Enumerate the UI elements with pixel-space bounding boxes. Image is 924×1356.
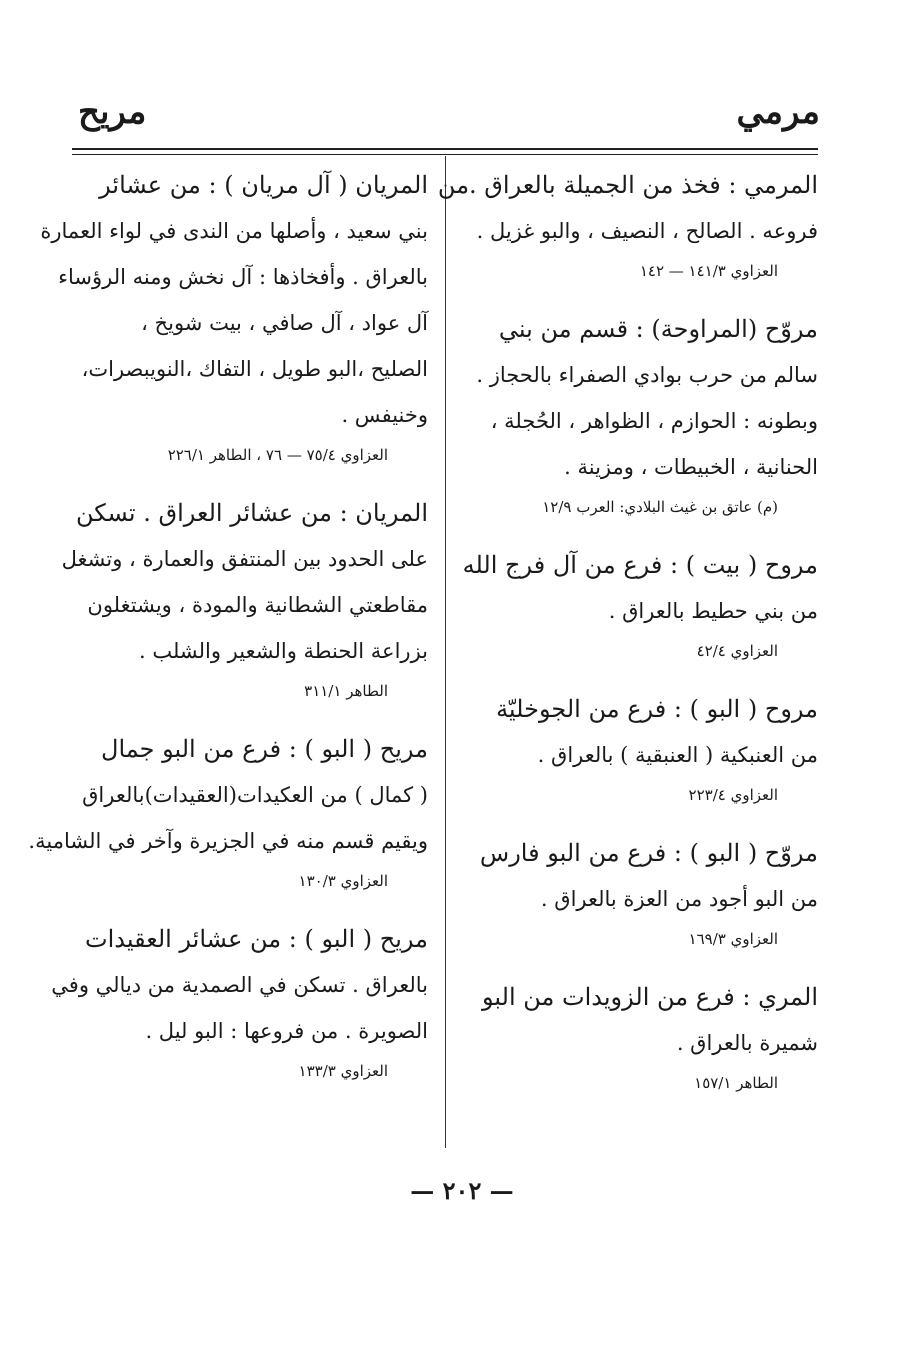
entry-reference: العزاوي ١٤١/٣ — ١٤٢ bbox=[639, 262, 778, 280]
entry-text-line: الصليح ،البو طويل ، التفاك ،النويبصرات، bbox=[81, 357, 428, 381]
entry-text-line: من البو أجود من العزة بالعراق . bbox=[540, 887, 818, 911]
entry-spacer bbox=[472, 812, 818, 830]
entry-headline: المري : فرع من الزويدات من البو bbox=[482, 983, 818, 1011]
header-rule bbox=[72, 148, 818, 150]
entry-text-line: على الحدود بين المنتفق والعمارة ، وتشغل bbox=[61, 547, 428, 571]
entry-text-line: بزراعة الحنطة والشعير والشلب . bbox=[138, 639, 428, 663]
running-header-right: مرمي bbox=[736, 92, 820, 132]
dictionary-entry bbox=[51, 916, 428, 1106]
entry-text-line: بالعراق . تسكن في الصمدية من ديالي وفي bbox=[51, 973, 428, 997]
entry-text-line: بالعراق . وأفخاذها : آل نخش ومنه الرؤساء bbox=[58, 265, 428, 289]
entry-headline: مريح ( البو ) : فرع من البو جمال bbox=[101, 735, 428, 763]
entry-text-line: وبطونه : الحوازم ، الظواهر ، الحُجلة ، bbox=[490, 409, 818, 433]
dictionary-entry bbox=[472, 306, 818, 542]
entry-text-line: شميرة بالعراق . bbox=[676, 1031, 818, 1055]
entry-spacer bbox=[472, 668, 818, 686]
dictionary-entry bbox=[472, 974, 818, 1118]
entry-headline: المرمي : فخذ من الجميلة بالعراق .من bbox=[437, 171, 818, 199]
entry-headline: مروّح ( البو ) : فرع من البو فارس bbox=[479, 839, 818, 867]
dictionary-entry bbox=[61, 490, 428, 726]
entry-reference: العزاوي ١٣٠/٣ bbox=[298, 872, 388, 890]
entry-text-line: من العنبكية ( العنبقية ) بالعراق . bbox=[537, 743, 818, 767]
entry-spacer bbox=[472, 288, 818, 306]
entry-headline: مروح ( البو ) : فرع من الجوخليّة bbox=[496, 695, 818, 723]
entry-headline: مروح ( بيت ) : فرع من آل فرج الله bbox=[462, 551, 818, 579]
right-column bbox=[437, 162, 818, 1118]
column-divider bbox=[445, 156, 446, 1148]
entry-reference: العزاوي ٧٥/٤ — ٧٦ ، الطاهر ٢٢٦/١ bbox=[167, 446, 388, 464]
entry-text-line: الصويرة . من فروعها : البو ليل . bbox=[145, 1019, 428, 1043]
entry-headline: المريان ( آل مريان ) : من عشائر bbox=[99, 171, 428, 199]
header-rule-thin bbox=[72, 154, 818, 155]
entry-reference: (م) عاتق بن غيث البلادي: العرب ١٢/٩ bbox=[542, 498, 778, 516]
entry-headline: مريح ( البو ) : من عشائر العقيدات bbox=[85, 925, 428, 953]
left-column bbox=[28, 162, 428, 1106]
entry-headline: مروّح (المراوحة) : قسم من بني bbox=[498, 315, 818, 343]
entry-spacer bbox=[472, 1100, 818, 1118]
running-header-left: مريح bbox=[78, 92, 147, 132]
entry-text-line: من بني حطيط بالعراق . bbox=[608, 599, 818, 623]
dictionary-entry bbox=[437, 162, 818, 306]
page-number: — ٢٠٢ — bbox=[410, 1176, 514, 1205]
entry-text-line: الحنانية ، الخبيطات ، ومزينة . bbox=[564, 455, 818, 479]
entry-spacer bbox=[98, 1088, 428, 1106]
entry-spacer bbox=[472, 956, 818, 974]
entry-spacer bbox=[98, 472, 428, 490]
entry-reference: العزاوي ١٦٩/٣ bbox=[688, 930, 778, 948]
entry-text-line: مقاطعتي الشطانية والمودة ، ويشتغلون bbox=[87, 593, 428, 617]
entry-text-line: سالم من حرب بوادي الصفراء بالحجاز . bbox=[476, 363, 818, 387]
dictionary-entry bbox=[472, 686, 818, 830]
dictionary-entry bbox=[472, 830, 818, 974]
entry-reference: الطاهر ١٥٧/١ bbox=[694, 1074, 778, 1092]
entry-spacer bbox=[98, 708, 428, 726]
entry-text-line: آل عواد ، آل صافي ، بيت شويخ ، bbox=[141, 311, 428, 335]
entry-text-line: وخنيفس . bbox=[341, 403, 428, 427]
dictionary-entry bbox=[28, 726, 428, 916]
entry-text-line: فروعه . الصالح ، النصيف ، والبو غزيل . bbox=[476, 219, 818, 243]
entry-reference: العزاوي ٤٢/٤ bbox=[696, 642, 778, 660]
entry-text-line: بني سعيد ، وأصلها من الندى في لواء العمارة bbox=[40, 219, 428, 243]
dictionary-entry bbox=[462, 542, 818, 686]
entry-reference: العزاوي ٢٢٣/٤ bbox=[688, 786, 778, 804]
dictionary-entry bbox=[40, 162, 428, 490]
entry-reference: الطاهر ٣١١/١ bbox=[304, 682, 388, 700]
entry-spacer bbox=[472, 524, 818, 542]
entry-headline: المريان : من عشائر العراق . تسكن bbox=[76, 499, 428, 527]
entry-reference: العزاوي ١٣٣/٣ bbox=[298, 1062, 388, 1080]
entry-spacer bbox=[98, 898, 428, 916]
entry-text-line: ويقيم قسم منه في الجزيرة وآخر في الشامية. bbox=[28, 829, 428, 853]
entry-text-line: ( كمال ) من العكيدات(العقيدات)بالعراق bbox=[82, 783, 428, 807]
